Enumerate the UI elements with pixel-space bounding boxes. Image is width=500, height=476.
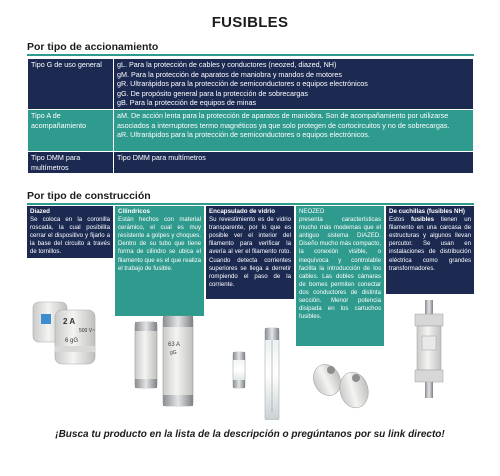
- row-line: aM. De acción lenta para la protección de aparatos de maniobra. Son de acompañamiento por utilizarse asociados a interruptores termo magnéticos ya que solo protegen de cortocircuitos y no de sobrecargas.: [117, 110, 450, 130]
- cyl-small-cap-bottom: [135, 379, 157, 388]
- row-content: [114, 151, 474, 173]
- neozed-a: [308, 360, 345, 400]
- cyl-rating: 63 A: [168, 342, 181, 348]
- footer-cta: ¡Busca tu producto en la lista de la descripción o pregúntanos por su link directo!: [55, 429, 445, 440]
- row-label: Tipo A de acompañamiento: [28, 109, 114, 151]
- neozed-b-contact: [352, 374, 360, 382]
- glass-tall-cap: [265, 328, 279, 340]
- glass-small-cap-bottom: [233, 380, 245, 388]
- card-title: NEOZED: [299, 208, 325, 215]
- nh-cap-bottom: [415, 370, 443, 382]
- card-text-rest: tienen un filamento en una carcasa de estructuras y algunos llevan percutor. Se usan en instalaciones de distribución eléctrica como grandes transformadores.: [389, 216, 471, 272]
- diazed-band: [55, 346, 95, 352]
- row-label: Tipo DMM para multímetros: [28, 151, 114, 173]
- cyl-large-cap-top: [163, 316, 193, 327]
- card-text: Su revestimiento es de vidrio transparente, por lo que es posible ver el interior del filamento para verificar la avería al ver el filamento roto. Cuando detecta corrientes superiores se llega a derretir rompiendo el paso de la corriente.: [209, 216, 291, 288]
- card-title: Encapsulado de vidrio: [209, 208, 276, 215]
- card-diazed: [27, 206, 113, 258]
- card-title: De cuchillas (fusibles NH): [389, 208, 465, 215]
- glass-small-cap-top: [233, 352, 245, 360]
- cyl-large-cap-bottom: [163, 395, 193, 406]
- row-content: [114, 59, 474, 110]
- nh-blade-fuse-image: [415, 300, 443, 398]
- nh-blade-bottom: [425, 382, 433, 398]
- cyl-small-cap-top: [135, 322, 157, 331]
- cylindrical-fuse-image: [135, 316, 193, 406]
- card-text: Están hechos con material cerámico, el cual es muy resistente a golpes y choques. Dentro de su tubo que tiene forma de cilindro se ubica el filamento que es el que realiza el trabajo de fusible.: [118, 216, 201, 272]
- nh-blade-top: [425, 300, 433, 314]
- row-line: Tipo DMM para multímetros: [117, 152, 206, 162]
- section-heading-accionamiento: Por tipo de accionamiento: [27, 41, 159, 53]
- row-label: Tipo G de uso general: [28, 59, 114, 110]
- nh-label: [422, 336, 436, 350]
- table-row: [28, 109, 474, 151]
- neozed-fuse-image: [308, 360, 372, 411]
- page-title: FUSIBLES: [211, 14, 289, 31]
- card-title: Cilíndricos: [118, 208, 150, 215]
- row-line: gB. Para la protección de equipos de minas: [117, 98, 257, 108]
- table-row: [28, 59, 474, 110]
- diazed-voltage: 500 V~: [79, 328, 95, 334]
- diazed-rating: 2 A: [63, 317, 76, 326]
- cyl-small: [135, 322, 157, 388]
- section-divider: [27, 54, 474, 56]
- card-title: Diazed: [30, 208, 50, 215]
- row-line: gG. De propósito general para la protección de sobrecargas: [117, 88, 308, 98]
- table-row: [28, 151, 474, 173]
- row-line: gL. Para la protección de cables y conductores (neozed, diazed, NH): [117, 60, 337, 69]
- card-text: presenta características mucho más modernas que el antiguo sistema DIAZED. Diseño mucho más compacto, la conexión visible, o inequívoca y controlable facilita la introducción de los cables. Las dobles cámaras de bornes permiten conectar dos conductores de distinta sección. Menor potencia disipada en los cartuchos fusibles.: [299, 216, 381, 321]
- row-line: gR. Ultrarápidos para la protección de semiconductores o equipos electrónicos: [117, 79, 368, 89]
- cyl-class: gG: [170, 350, 177, 356]
- glass-fuse-image: [233, 328, 279, 420]
- diazed-indicator: [41, 314, 51, 324]
- accionamiento-table: [27, 58, 474, 174]
- cyl-large: [163, 316, 193, 406]
- neozed-a-contact: [327, 366, 335, 374]
- section-divider: [27, 203, 474, 205]
- nh-cap-top: [415, 314, 443, 326]
- row-content: [114, 109, 474, 151]
- section-heading-construccion: Por tipo de construcción: [27, 190, 151, 202]
- diazed-fuse-image: [33, 302, 95, 364]
- card-text-bold: fusibles: [411, 216, 435, 224]
- card-text: Se coloca en la coronilla roscada, la cual posibilita cerrar el dispositivo y fijarlo a la base del circuito a través de tornillos.: [30, 216, 110, 256]
- row-line: aR. Ultrarápidos para la protección de semiconductores o equipos electrónicos.: [117, 130, 370, 140]
- diazed-class: 6 gG: [65, 338, 79, 344]
- card-text-prefix: Estos: [389, 216, 412, 224]
- fuse-photos: [27, 280, 474, 420]
- row-line: gM. Para la protección de aparatos de maniobra y mandos de motores: [117, 69, 342, 79]
